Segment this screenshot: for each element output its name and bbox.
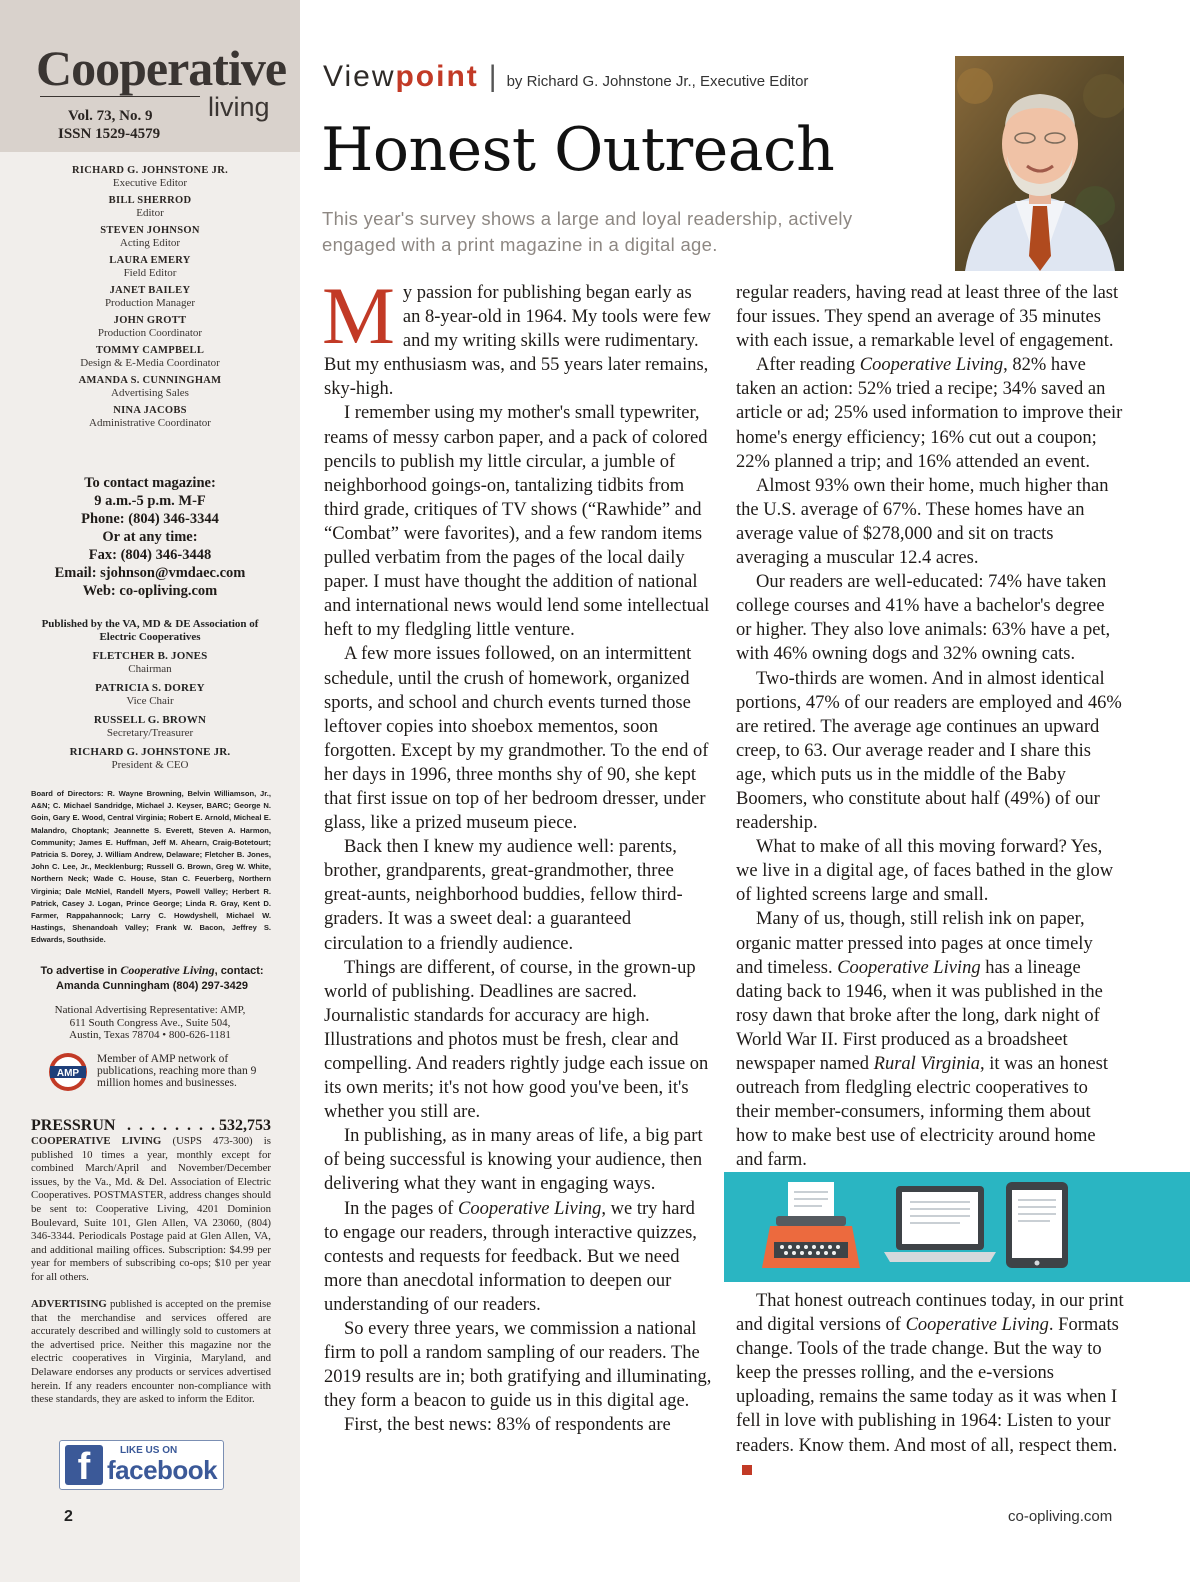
officer-role: Secretary/Treasurer bbox=[106, 727, 194, 739]
advertising-statement bbox=[31, 1298, 271, 1407]
pressrun-dots: . . . . . . . . . bbox=[127, 1117, 229, 1134]
article-column-2 bbox=[736, 281, 1124, 1172]
article-paragraph bbox=[324, 1197, 712, 1317]
staff-entry bbox=[0, 194, 300, 220]
staff-entry bbox=[0, 224, 300, 250]
article-paragraph: Things are different, of course, in the grown-up world of publishing. Deadlines are sacred. Journalistic standards for accuracy are high. Illustrations and photos must be fresh, clear and compelling. And readers rightly judge each issue on its own merits; it's not how good you've been, it's whether you still are. bbox=[324, 957, 709, 1123]
staff-entry bbox=[0, 344, 300, 370]
advertising-body: published is accepted on the premise that the merchandise and services offered are accurately described and willingly sold to customers at the advertised price. Neither this magazine nor the electric cooperatives in Virginia, Maryland, and Delaware endorses any products or services advertised herein. If any readers encounter non-compliance with these standards, they are asked to inform the Editor. bbox=[31, 1298, 271, 1406]
staff-name: JOHN GROTT bbox=[113, 315, 187, 326]
article-paragraph bbox=[322, 270, 712, 401]
media-illustration bbox=[724, 1172, 1190, 1282]
publication-statement bbox=[31, 1135, 271, 1285]
newspaper-title: Rural Virginia bbox=[873, 1054, 981, 1074]
facebook-f-icon: f bbox=[65, 1445, 103, 1485]
national-rep-line: 611 South Congress Ave., Suite 504, bbox=[69, 1016, 231, 1029]
staff-name: STEVEN JOHNSON bbox=[100, 225, 200, 236]
staff-name: TOMMY CAMPBELL bbox=[95, 345, 205, 356]
magazine-title: Cooperative Living bbox=[837, 957, 981, 978]
article-paragraph bbox=[736, 1289, 1124, 1482]
contact-heading: To contact magazine: bbox=[84, 475, 216, 491]
media-illustration-art bbox=[724, 1172, 1190, 1282]
contact-hours: 9 a.m.-5 p.m. M-F bbox=[94, 493, 206, 509]
advertise-person: Amanda Cunningham (804) 297-3429 bbox=[56, 980, 248, 992]
magazine-logo-sub: living bbox=[208, 92, 270, 122]
end-mark-icon bbox=[742, 1465, 752, 1475]
officer-entry bbox=[30, 682, 270, 708]
typewriter-icon bbox=[762, 1182, 860, 1268]
officer-name: PATRICIA S. DOREY bbox=[95, 682, 205, 694]
staff-role: Advertising Sales bbox=[111, 387, 189, 399]
staff-role: Field Editor bbox=[123, 267, 177, 279]
magazine-logo: Cooperative bbox=[36, 40, 287, 96]
article-paragraph: So every three years, we commission a national firm to poll a random sampling of our readers. The 2019 results are in; both gratifying and illuminating, they form a beacon to guide us in this digital age. bbox=[324, 1319, 712, 1412]
contact-email[interactable]: Email: sjohnson@vmdaec.com bbox=[54, 565, 246, 581]
staff-name: AMANDA S. CUNNINGHAM bbox=[78, 375, 222, 386]
article-paragraph: First, the best news: 83% of respondents are bbox=[344, 1415, 671, 1436]
magazine-title: Cooperative Living bbox=[458, 1198, 602, 1219]
publication-lead: COOPERATIVE LIVING bbox=[31, 1135, 162, 1147]
issn-number: ISSN 1529-4579 bbox=[58, 126, 161, 142]
advertise-prefix: To advertise in bbox=[40, 965, 118, 977]
article-column-1 bbox=[322, 270, 712, 1438]
facebook-badge[interactable] bbox=[59, 1440, 224, 1490]
advertise-contact bbox=[22, 963, 282, 994]
facebook-like-text: LIKE US ON bbox=[120, 1445, 178, 1456]
facebook-wordmark: facebook bbox=[107, 1455, 218, 1485]
article-paragraph: Back then I knew my audience well: parents, brother, grandparents, great-grandmother, three great-aunts, neighborhood buddies, fellow third-graders. It was a sweet deal: a guaranteed circulation to a friendly audience. bbox=[324, 837, 683, 954]
section-name-b: point bbox=[395, 60, 479, 93]
staff-name: LAURA EMERY bbox=[109, 255, 191, 266]
officer-name: RICHARD G. JOHNSTONE JR. bbox=[69, 746, 231, 758]
tablet-icon bbox=[1006, 1182, 1068, 1268]
staff-name: BILL SHERROD bbox=[108, 195, 192, 206]
staff-entry bbox=[0, 404, 300, 430]
staff-entry bbox=[0, 314, 300, 340]
paragraph-text: has a lineage dating back to 1946, when it was published in the rosy dawn that broke after the long, dark night of World War II. First produced as a broadsheet newspaper named bbox=[736, 957, 1103, 1074]
paragraph-text: , it was an honest outreach from fledgling electric cooperatives to their member-consumers, informing them about how to make best use of electricity around home and farm. bbox=[736, 1054, 1108, 1171]
advertise-mag: Cooperative Living bbox=[120, 963, 215, 977]
article-paragraph: A few more issues followed, on an intermittent schedule, until the crush of homework, organized sports, and school and church events turned those leftover copies into shoebox mementos, soon forgotten. Except by my grandmother. To the end of her days in 1996, three months shy of 90, she kept that first issue on top of her bedroom dresser, under glass, like a prized museum piece. bbox=[324, 644, 709, 834]
officer-name: FLETCHER B. JONES bbox=[92, 650, 208, 662]
staff-entry bbox=[0, 284, 300, 310]
paragraph-text: After reading bbox=[756, 355, 860, 376]
staff-role: Design & E-Media Coordinator bbox=[80, 357, 220, 369]
national-rep bbox=[30, 1004, 270, 1042]
staff-role: Administrative Coordinator bbox=[89, 417, 211, 429]
officer-role: Chairman bbox=[128, 663, 172, 675]
article-headline: Honest Outreach bbox=[321, 115, 835, 185]
page-number: 2 bbox=[64, 1508, 73, 1525]
footer-url[interactable]: co-opliving.com bbox=[1008, 1508, 1113, 1525]
article-paragraph bbox=[736, 353, 1124, 473]
laptop-icon bbox=[884, 1186, 996, 1262]
volume-number: Vol. 73, No. 9 bbox=[68, 108, 153, 124]
staff-entry bbox=[0, 254, 300, 280]
paragraph-text: In the pages of bbox=[344, 1198, 459, 1219]
article-paragraph: I remember using my mother's small typewriter, reams of messy carbon paper, and a pack of colored pencils to publish my little circular, a jumble of neighborhood goings-on, tantalizing tidbits from third grade, critiques of TV shows (“Rawhide” and “Combat” were favorites), and a few random items pulled verbatim from the pages of the local daily paper. I must have thought the addition of national and international news would lend some intellectual heft to my fledgling little venture. bbox=[324, 403, 710, 641]
paragraph-text: , 82% have taken an action: 52% tried a recipe; 34% saved an article or ad; 25% used information to improve their home's energy efficiency; 16% cut out a coupon; 22% planned a trip; and 16% attended an event. bbox=[736, 355, 1123, 472]
officer-name: RUSSELL G. BROWN bbox=[93, 714, 207, 726]
article-paragraph: What to make of all this moving forward? Yes, we live in a digital age, of faces bathed in the glow of lighted screens large and small. bbox=[736, 837, 1114, 906]
officer-entry bbox=[30, 714, 270, 740]
article-paragraph bbox=[736, 907, 1124, 1172]
advertise-line bbox=[22, 963, 282, 979]
amp-logo bbox=[44, 1052, 92, 1092]
staff-role: Production Coordinator bbox=[97, 327, 203, 339]
article-column-2-end bbox=[736, 1289, 1124, 1482]
staff-role: Production Manager bbox=[104, 297, 196, 309]
national-rep-line: Austin, Texas 78704 • 800-626-1181 bbox=[69, 1029, 231, 1041]
paragraph-text: That honest outreach continues today, in our print and digital versions of bbox=[736, 1291, 1124, 1336]
paragraph-text: y passion for publishing began early as an 8-year-old in 1964. My tools were few and my writing skills were rudimentary. But my enthusiasm was, and 55 years later remains, sky-high. bbox=[324, 283, 711, 400]
pressrun bbox=[31, 1117, 271, 1135]
contact-anytime: Or at any time: bbox=[102, 529, 198, 545]
publisher-title: Published by the VA, MD & DE Association of Electric Cooperatives bbox=[41, 618, 259, 643]
pressrun-value: 532,753 bbox=[219, 1117, 271, 1134]
contact-info bbox=[0, 474, 300, 600]
board-of-directors: Board of Directors: R. Wayne Browning, Belvin Williamson, Jr., A&N; C. Michael Sandridge, Michael J. Keyser, BARC; George N. Goin, Gary E. Wood, Central Virginia; Robert E. Arnold, Micheal E. Malandro, Choptank; Jeannette S. Everett, Steven A. Harmon, Community; James E. Huffman, Jeff M. Ahearn, Craig-Botetourt; Patricia S. Dorey, J. William Andrew, Delaware; Fletcher B. Jones, John C. Lee, Jr., Mecklenburg; Russell G. Brown, Greg W. White, Northern Neck; Wade C. House, Stan C. Feuerberg, Northern Virginia; Dale McNiel, Randell Myers, Powell Valley; Herbert R. Patrick, Casey J. Logan, Prince George; Linda R. Gray, Kent D. Farmer, Rappahannock; Larry C. Howdyshell, Michael W. Hastings, Shenandoah Valley; Frank W. Bacon, Jeffrey S. Edwards, Southside. bbox=[31, 789, 271, 945]
drop-cap: M bbox=[322, 270, 395, 361]
national-rep-line: National Advertising Representative: AMP, bbox=[54, 1004, 246, 1016]
magazine-title: Cooperative Living bbox=[905, 1315, 1049, 1336]
section-name-a: View bbox=[323, 60, 396, 93]
article-deck: This year's survey shows a large and loyal readership, actively engaged with a print magazine in a digital age. bbox=[322, 208, 853, 255]
officer-entry bbox=[30, 746, 270, 772]
article-paragraph: Two-thirds are women. And in almost identical portions, 47% of our readers are employed and 46% are retired. The average age continues an upward creep, to 63. Our average reader and I share this age, which puts us in the middle of the Baby Boomers, who constitute about half (49%) of our readership. bbox=[736, 668, 1122, 834]
amp-member-text: Member of AMP network of publications, reaching more than 9 million homes and businesses. bbox=[97, 1053, 257, 1089]
article-paragraph: Almost 93% own their home, much higher than the U.S. average of 67%. These homes have an average value of $278,000 and sit on tracts averaging a muscular 12.4 acres. bbox=[736, 475, 1109, 569]
masthead-sidebar bbox=[0, 0, 300, 1582]
paragraph-text: , we try hard to engage our readers, through interactive quizzes, contests and requests for feedback. But we need more than anecdotal information to deepen our understanding of our readers. bbox=[324, 1198, 697, 1315]
article-paragraph: In publishing, as in many areas of life, a big part of being successful is knowing your audience, then delivering what they want in engaging ways. bbox=[324, 1126, 703, 1195]
byline: by Richard G. Johnstone Jr., Executive Editor bbox=[506, 73, 809, 90]
publication-body: (USPS 473-300) is published 10 times a year, monthly except for combined March/April and November/December issues, by the Va., Md. & Del. Association of Electric Cooperatives. POSTMASTER, address changes should be sent to: Cooperative Living, 4201 Dominion Boulevard, Suite 101, Glen Allen, VA 23060, (804) 346-3344. Periodicals Postage paid at Glen Allen, VA, and additional mailing offices. Subscription: $4.99 per year for members of subscribing co-ops; $10 per year for all others. bbox=[31, 1135, 271, 1283]
article-paragraph: regular readers, having read at least three of the last four issues. They spend an average of 35 minutes with each issue, a remarkable level of engagement. bbox=[736, 283, 1119, 352]
magazine-title: Cooperative Living bbox=[859, 355, 1004, 376]
staff-name: JANET BAILEY bbox=[109, 285, 191, 296]
contact-phone: Phone: (804) 346-3344 bbox=[81, 511, 219, 527]
staff-entry bbox=[0, 374, 300, 400]
publisher-block bbox=[30, 618, 270, 778]
section-header bbox=[323, 60, 808, 100]
staff-name: NINA JACOBS bbox=[113, 405, 187, 416]
amp-logo-text: AMP bbox=[56, 1068, 80, 1079]
paragraph-text: . Formats change. Tools of the trade change. But the way to keep the presses rolling, and the e-versions uploading, remains the same today as it was when I fell in love with publishing in 1964: Listen to your readers. Know them. And most of all, respect them. bbox=[736, 1315, 1119, 1456]
staff-role: Acting Editor bbox=[119, 237, 181, 249]
staff-entry bbox=[0, 164, 300, 190]
logo-rule bbox=[40, 96, 200, 97]
staff-role: Editor bbox=[136, 207, 164, 219]
pressrun-label: PRESSRUN bbox=[31, 1117, 116, 1134]
staff-name: RICHARD G. JOHNSTONE JR. bbox=[71, 165, 229, 176]
masthead-header bbox=[0, 0, 300, 152]
article-paragraph: Our readers are well-educated: 74% have taken college courses and 41% have a bachelor's degree or higher. They also love animals: 63% have a pet, with 46% owning dogs and 32% owning cats. bbox=[736, 572, 1111, 665]
officer-role: Vice Chair bbox=[126, 695, 174, 707]
officer-entry bbox=[30, 650, 270, 676]
paragraph-text: Many of us, though, still relish ink on paper, organic matter pressed into pages at once timely and timeless. bbox=[736, 909, 1093, 978]
staff-role: Executive Editor bbox=[112, 177, 188, 189]
advertise-suffix: , contact: bbox=[214, 965, 264, 977]
author-photo bbox=[955, 56, 1124, 271]
contact-web[interactable]: Web: co-opliving.com bbox=[82, 583, 218, 599]
advertising-lead: ADVERTISING bbox=[31, 1298, 107, 1310]
section-separator: | bbox=[488, 60, 497, 93]
contact-fax: Fax: (804) 346-3448 bbox=[88, 547, 212, 563]
officer-role: President & CEO bbox=[111, 759, 189, 771]
staff-list bbox=[0, 164, 300, 434]
